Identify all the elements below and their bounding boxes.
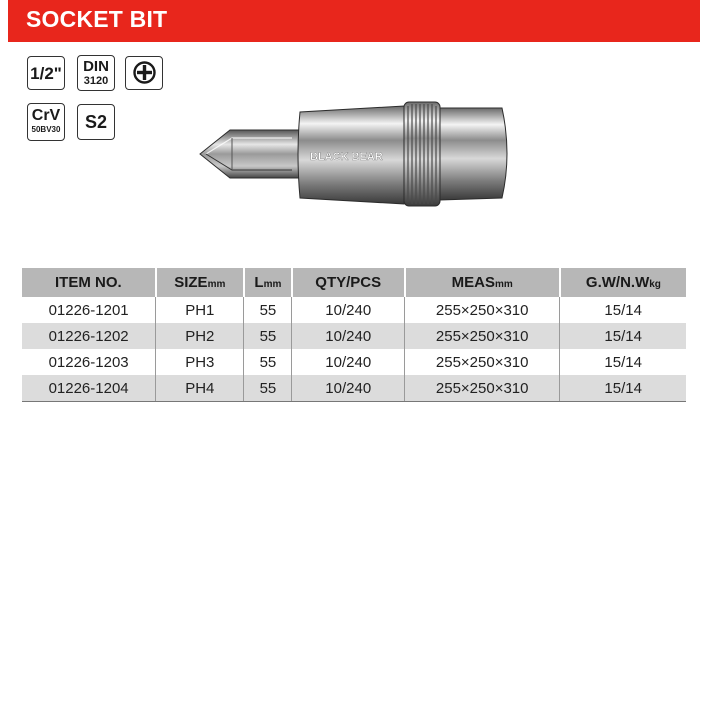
item-no-cell: 01226-1201	[48, 301, 129, 319]
bit-tip	[200, 130, 304, 178]
din-standard-badge	[77, 55, 115, 91]
drive-size-badge: 1/2"	[27, 56, 65, 90]
phillips-badge	[125, 56, 163, 90]
col-meas: MEASmm	[405, 268, 560, 297]
material-label: CrV	[31, 107, 61, 124]
col-qty: QTY/PCS	[292, 268, 405, 297]
length-cell: 55	[244, 349, 292, 375]
col-weight: G.W/N.Wkg	[560, 268, 686, 297]
qty-cell: 10/240	[292, 375, 405, 402]
weight-cell: 15/14	[560, 297, 686, 323]
bit-steel-badge: S2	[77, 104, 115, 140]
din-number: 3120	[83, 75, 109, 87]
size-cell: PH2	[156, 323, 244, 349]
header-bar	[8, 0, 700, 42]
meas-cell: 255×250×310	[405, 297, 560, 323]
spec-table	[22, 268, 686, 402]
table-row	[22, 375, 686, 402]
meas-cell: 255×250×310	[405, 349, 560, 375]
table-row	[22, 323, 686, 349]
table-row	[22, 297, 686, 323]
meas-cell: 255×250×310	[405, 375, 560, 402]
qty-cell: 10/240	[292, 323, 405, 349]
weight-cell: 15/14	[560, 323, 686, 349]
material-badge	[27, 103, 65, 141]
socket-bit-image	[192, 94, 522, 218]
col-size: SIZEmm	[156, 268, 244, 297]
weight-cell: 15/14	[560, 375, 686, 402]
size-cell: PH4	[156, 375, 244, 402]
size-cell: PH1	[156, 297, 244, 323]
item-no-cell: 01226-1202	[22, 323, 156, 349]
brand-engraving: BLACK BEAR	[310, 151, 383, 163]
weight-cell: 15/14	[560, 349, 686, 375]
socket-end	[440, 108, 507, 200]
material-grade: 50BV30	[31, 125, 61, 134]
knurled-ring	[404, 102, 440, 206]
table-header-row	[22, 268, 686, 297]
length-cell: 55	[244, 375, 292, 402]
item-no-cell: 01226-1204	[22, 375, 156, 402]
size-cell: PH3	[156, 349, 244, 375]
table-row	[22, 349, 686, 375]
col-length: Lmm	[244, 268, 292, 297]
meas-cell: 255×250×310	[405, 323, 560, 349]
page-title: SOCKET BIT	[26, 6, 168, 32]
qty-cell: 10/240	[292, 297, 405, 323]
length-cell: 55	[244, 323, 292, 349]
col-item-no: ITEM NO.	[22, 268, 156, 297]
length-cell: 55	[244, 297, 292, 323]
qty-cell: 10/240	[292, 349, 405, 375]
din-label: DIN	[83, 58, 109, 75]
item-no-cell: 01226-1203	[48, 353, 129, 371]
phillips-cross-icon	[127, 57, 162, 88]
